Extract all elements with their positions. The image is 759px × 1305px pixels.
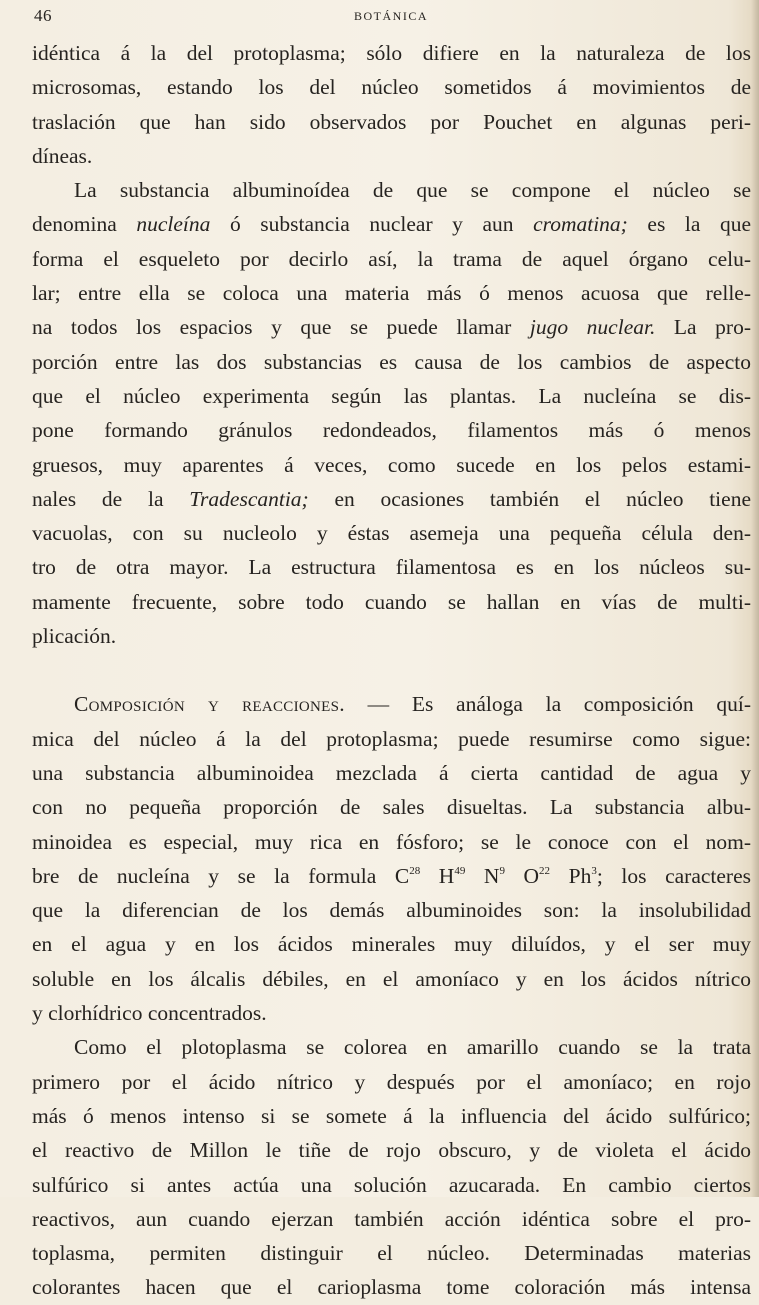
text-run: La pro- (655, 315, 751, 340)
text-line: sulfúrico si antes actúa una solución azucarada. En cambio ciertos (32, 1172, 751, 1197)
italic-term: jugo nuclear. (529, 315, 656, 340)
text-line (32, 687, 751, 721)
text-run: N (465, 863, 500, 888)
text-line: microsomas, estando los del núcleo sometidos á movimientos de (32, 75, 751, 100)
text-line: lar; entre ella se coloca una materia más ó menos acuosa que relle- (32, 281, 751, 306)
text-line: Como el plotoplasma se colorea en amarillo cuando se la trata (74, 1035, 751, 1060)
text-line: vacuolas, con su nucleolo y éstas asemeja una pequeña célula den- (32, 521, 751, 546)
italic-term: cromatina; (533, 212, 628, 237)
text-line: colorantes hacen que el carioplasma tome coloración más intensa (32, 1275, 751, 1300)
text-line: idéntica á la del protoplasma; sólo difiere en la naturaleza de los (32, 41, 751, 65)
text-line: plicación. (32, 624, 117, 649)
formula-subscript: 28 (409, 864, 421, 877)
italic-term: Tradescantia; (189, 486, 309, 511)
text-line: en el agua y en los ácidos minerales muy diluídos, y el ser muy (32, 932, 751, 957)
text-run: ó substancia nuclear y aun (210, 212, 534, 237)
text-run: na todos los espacios y que se puede llamar (32, 315, 530, 340)
text-line: más ó menos intenso si se somete á la influencia del ácido sulfúrico; (32, 1103, 751, 1128)
page-number: 46 (34, 6, 52, 25)
text-line: traslación que han sido observados por Pouchet en algunas peri- (32, 109, 751, 134)
text-run: en ocasiones también el núcleo tiene (308, 486, 751, 511)
running-title: BOTÁNICA (354, 9, 428, 23)
text-line: soluble en los álcalis débiles, en el amoníaco y en los ácidos nítrico (32, 966, 751, 991)
text-run: H (420, 863, 455, 888)
text-line: forma el esqueleto por decirlo así, la trama de aquel órgano celu- (32, 246, 751, 271)
text-line: La substancia albuminoídea de que se compone el núcleo se (74, 178, 751, 203)
formula-subscript: 22 (539, 864, 551, 877)
formula-subscript: 3 (591, 864, 597, 877)
text-run: es la que (627, 212, 751, 237)
text-run: nales de la (32, 486, 190, 511)
text-line: mica del núcleo á la del protoplasma; puede resumirse como sigue: (32, 726, 751, 751)
formula-subscript: 9 (499, 864, 505, 877)
formula-subscript: 49 (454, 864, 466, 877)
body-text (32, 36, 751, 1305)
italic-term: nucleína (136, 212, 211, 237)
text-line: tro de otra mayor. La estructura filamentosa es en los núcleos su- (32, 555, 751, 580)
section-heading: Composición y reacciones. (74, 692, 345, 717)
text-line: gruesos, muy aparentes á veces, como sucede en los pelos estami- (32, 452, 751, 477)
text-line: pone formando gránulos redondeados, filamentos más ó menos (32, 418, 751, 443)
text-run: denomina (32, 212, 137, 237)
text-line: minoidea es especial, muy rica en fósforo; se le conoce con el nom- (32, 829, 751, 854)
text-line (32, 859, 751, 893)
page-edge-shadow (751, 0, 759, 1197)
text-run: — Es análoga la composición quí- (344, 692, 751, 717)
text-line: y clorhídrico concentrados. (32, 1001, 267, 1026)
text-line: que el núcleo experimenta según las plantas. La nucleína se dis- (32, 383, 751, 408)
text-line: que la diferencian de los demás albuminoides son: la insolubilidad (32, 898, 751, 923)
text-line (32, 482, 751, 516)
text-line: el reactivo de Millon le tiñe de rojo obscuro, y de violeta el ácido (32, 1138, 751, 1163)
text-line (32, 310, 751, 344)
text-line: una substancia albuminoidea mezclada á cierta cantidad de agua y (32, 760, 751, 785)
section-gap (32, 653, 751, 687)
text-line: primero por el ácido nítrico y después por el amoníaco; en rojo (32, 1069, 751, 1094)
text-run: ; los caracteres (596, 863, 751, 888)
text-line: toplasma, permiten distinguir el núcleo. Determinadas materias (32, 1241, 751, 1266)
text-line: reactivos, aun cuando ejerzan también acción idéntica sobre el pro- (32, 1206, 751, 1231)
text-line: porción entre las dos substancias es causa de los cambios de aspecto (32, 349, 751, 374)
text-line: con no pequeña proporción de sales disueltas. La substancia albu- (32, 795, 751, 820)
text-line (32, 207, 751, 241)
text-line: mamente frecuente, sobre todo cuando se hallan en vías de multi- (32, 589, 751, 614)
text-run: bre de nucleína y se la formula C (32, 863, 410, 888)
text-line: díneas. (32, 143, 93, 168)
text-run: Ph (550, 863, 592, 888)
text-run: O (504, 863, 540, 888)
running-head (34, 6, 734, 28)
